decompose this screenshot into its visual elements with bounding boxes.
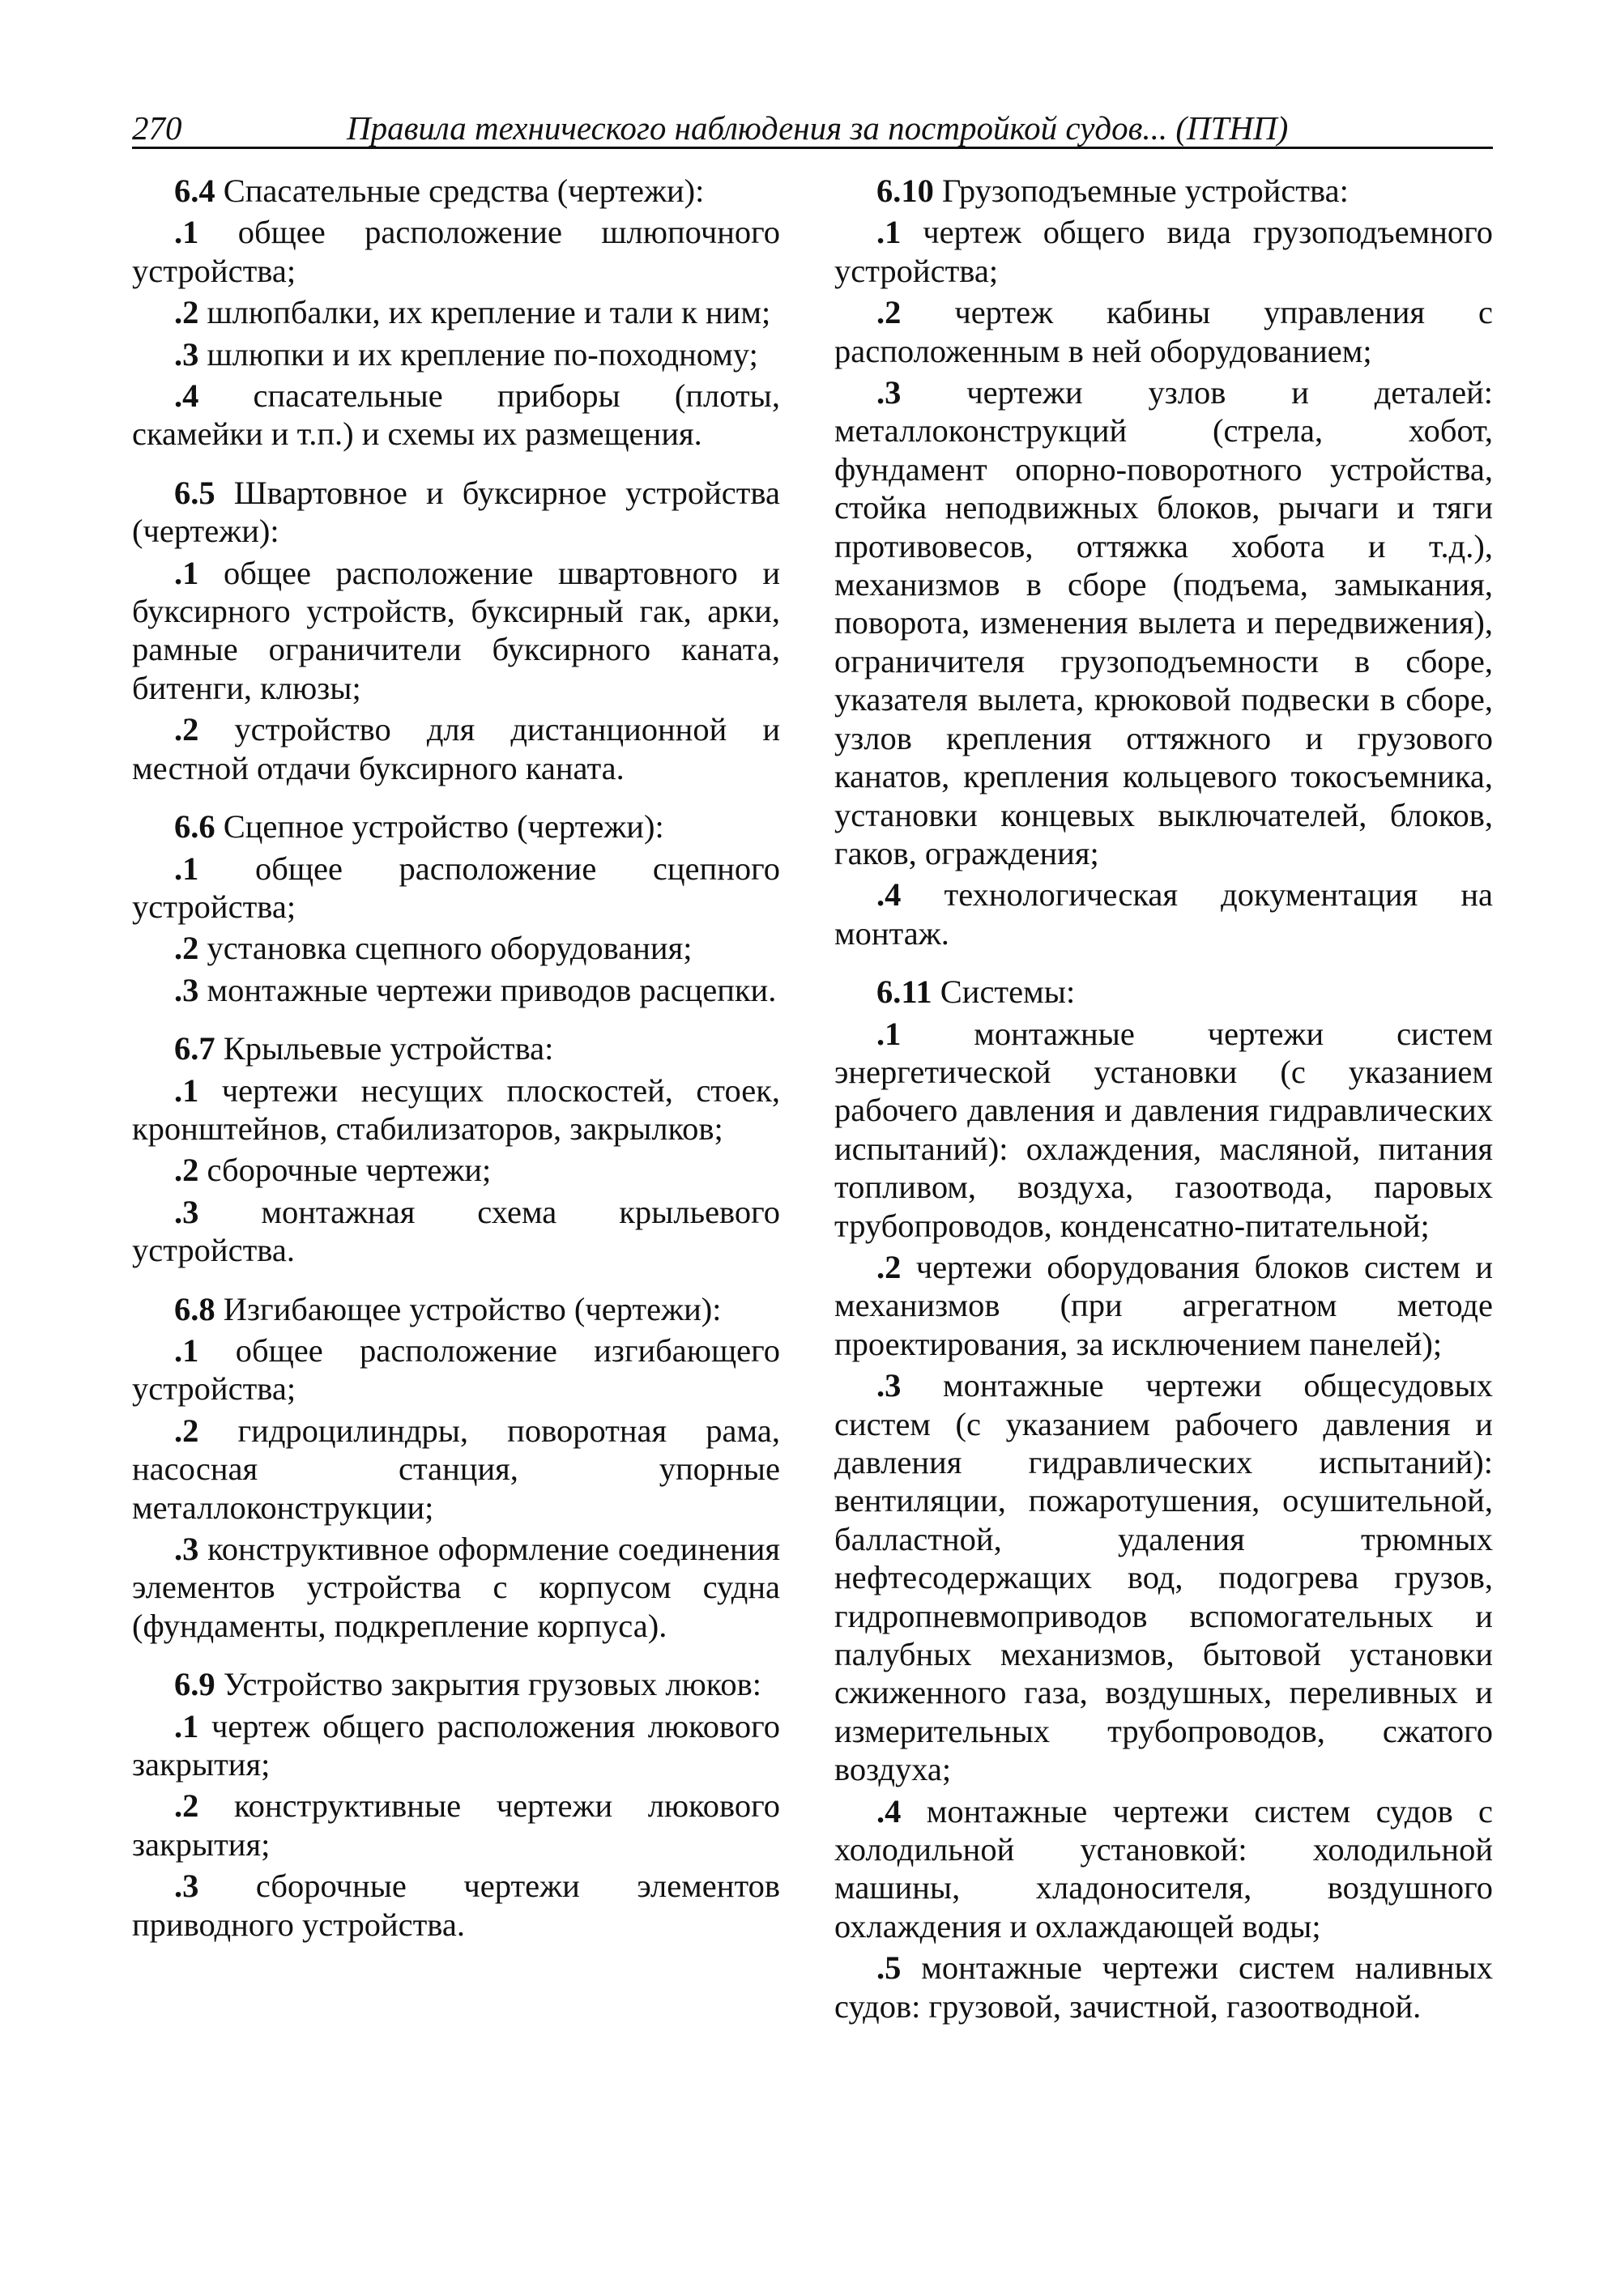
section-6-7 xyxy=(132,1029,780,1269)
list-item xyxy=(834,875,1493,952)
item-text: конструктивное оформление соединения элементов устройства с корпусом судна (фундаменты, подкрепление корпуса). xyxy=(132,1531,780,1644)
item-number: .5 xyxy=(876,1949,902,1987)
item-number: .3 xyxy=(174,1531,199,1567)
section-heading xyxy=(834,172,1493,210)
section-number: 6.9 xyxy=(174,1666,215,1703)
item-number: .3 xyxy=(174,335,199,373)
list-item xyxy=(132,1412,780,1527)
section-heading xyxy=(834,973,1493,1011)
item-number: .2 xyxy=(174,711,199,748)
item-number: .2 xyxy=(174,1412,199,1449)
item-number: .4 xyxy=(174,377,199,415)
list-item xyxy=(834,293,1493,370)
section-6-4 xyxy=(132,172,780,454)
section-title: Сцепное устройство (чертежи): xyxy=(215,808,664,846)
item-text: чертеж общего вида грузоподъемного устройства; xyxy=(834,214,1493,289)
section-heading xyxy=(132,1290,780,1328)
running-title: Правила технического наблюдения за постройкой судов... (ПТНП) xyxy=(347,109,1289,147)
item-number: .1 xyxy=(876,1015,902,1052)
item-number: .2 xyxy=(174,930,199,967)
item-text: общее расположение изгибающего устройства; xyxy=(132,1331,780,1408)
list-item xyxy=(834,1015,1493,1245)
page-number: 270 xyxy=(132,109,182,147)
left-column xyxy=(132,172,780,1964)
list-item xyxy=(132,971,780,1009)
item-text: монтажные чертежи систем энергетической установки (с указанием рабочего давления и давления гидравлических испытаний): охлаждения, масляной, питания топливом, воздуха, газоотвода, паровых трубопроводов, конденсатно-питательной; xyxy=(834,1015,1493,1244)
section-6-5 xyxy=(132,474,780,787)
item-text: общее расположение шлюпочного устройства; xyxy=(132,214,780,289)
item-text: гидроцилиндры, поворотная рама, насосная станция, упорные металлоконструкции; xyxy=(132,1412,780,1526)
list-item xyxy=(834,1792,1493,1946)
item-number: .3 xyxy=(876,1367,902,1404)
item-text: спасательные приборы (плоты, скамейки и т.п.) и схемы их размещения. xyxy=(132,377,780,453)
list-item xyxy=(834,213,1493,290)
list-item xyxy=(132,1331,780,1408)
item-number: .4 xyxy=(876,1792,902,1830)
section-number: 6.11 xyxy=(876,973,932,1011)
item-text: конструктивные чертежи люкового закрытия; xyxy=(132,1787,780,1863)
section-6-11 xyxy=(834,973,1493,2026)
list-item xyxy=(834,1248,1493,1363)
item-number: .2 xyxy=(174,294,199,331)
item-text: чертеж общего расположения люкового закрытия; xyxy=(132,1707,780,1783)
section-number: 6.7 xyxy=(174,1030,215,1067)
list-item xyxy=(132,929,780,967)
item-number: .4 xyxy=(876,876,902,914)
item-text: шлюпки и их крепление по-походному; xyxy=(198,335,758,373)
item-text: шлюпбалки, их крепление и тали к ним; xyxy=(198,294,771,331)
section-number: 6.5 xyxy=(174,474,215,511)
item-number: .3 xyxy=(174,1868,199,1905)
section-title: Системы: xyxy=(932,973,1076,1011)
section-title: Крыльевые устройства: xyxy=(215,1030,554,1067)
header-rule xyxy=(132,147,1493,149)
section-title: Изгибающее устройство (чертежи): xyxy=(215,1290,722,1327)
section-title: Грузоподъемные устройства: xyxy=(933,173,1349,209)
section-number: 6.6 xyxy=(174,808,215,846)
item-text: общее расположение сцепного устройства; xyxy=(132,850,780,925)
item-text: чертежи узлов и деталей: металлоконструкций (стрела, хобот, фундамент опорно-поворотного устройства, стойка неподвижных блоков, рычаги и тяги противовесов, оттяжка хобота и т.д.), механизмов в сборе (подъема, замыкания, поворота, изменения вылета и передвижения), ограничителя грузоподъемности в сборе, указателя вылета, крюковой подвески в сборе, узлов крепления оттяжного и грузового канатов, крепления кольцевого токосъемника, установки концевых выключателей, блоков, гаков, ограждения; xyxy=(834,374,1493,871)
section-number: 6.4 xyxy=(174,173,215,209)
list-item xyxy=(132,377,780,454)
item-text: монтажные чертежи систем наливных судов: грузовой, зачистной, газоотводной. xyxy=(834,1949,1493,2025)
item-text: монтажная схема крыльевого устройства. xyxy=(132,1193,780,1269)
list-item xyxy=(132,335,780,373)
item-number: .2 xyxy=(876,1248,902,1285)
item-text: устройство для дистанционной и местной отдачи буксирного каната. xyxy=(132,711,780,786)
item-number: .3 xyxy=(174,1193,199,1230)
item-text: чертежи несущих плоскостей, стоек, кронштейнов, стабилизаторов, закрылков; xyxy=(132,1071,780,1147)
list-item xyxy=(132,213,780,290)
item-text: установка сцепного оборудования; xyxy=(198,930,693,967)
item-text: сборочные чертежи; xyxy=(198,1152,492,1189)
section-6-8 xyxy=(132,1290,780,1646)
page-header xyxy=(132,104,1493,152)
list-item xyxy=(834,1949,1493,2026)
item-text: монтажные чертежи общесудовых систем (с указанием рабочего давления и давления гидравлических испытаний): вентиляции, пожаротушения, осушительной, балластной, удаления трюмных нефтесодержащих вод, подогрева грузов, гидропневмоприводов вспомогательных и палубных механизмов, бытовой установки сжиженного газа, воздушных, переливных и измерительных трубопроводов, сжатого воздуха; xyxy=(834,1367,1493,1788)
item-text: общее расположение швартовного и буксирного устройств, буксирный гак, арки, рамные ограничители буксирного каната, битенги, клюзы; xyxy=(132,554,780,706)
item-number: .2 xyxy=(174,1787,199,1825)
list-item xyxy=(132,1193,780,1270)
list-item xyxy=(132,1530,780,1645)
section-6-6 xyxy=(132,807,780,1009)
list-item xyxy=(132,710,780,787)
section-heading xyxy=(132,1029,780,1067)
list-item xyxy=(132,1151,780,1189)
list-item xyxy=(834,373,1493,872)
section-6-9 xyxy=(132,1665,780,1944)
item-number: .1 xyxy=(174,1071,199,1109)
list-item xyxy=(132,1867,780,1944)
item-number: .3 xyxy=(174,971,199,1008)
item-text: технологическая документация на монтаж. xyxy=(834,876,1493,952)
item-text: монтажные чертежи приводов расцепки. xyxy=(198,971,777,1008)
item-number: .3 xyxy=(876,374,902,411)
list-item xyxy=(132,850,780,926)
section-number: 6.10 xyxy=(876,173,934,209)
item-number: .1 xyxy=(174,1707,199,1744)
section-heading xyxy=(132,474,780,551)
list-item xyxy=(132,1707,780,1784)
section-heading xyxy=(132,172,780,210)
item-number: .1 xyxy=(174,214,199,251)
item-number: .2 xyxy=(174,1152,199,1189)
item-text: чертеж кабины управления с расположенным в ней оборудованием; xyxy=(834,294,1493,369)
item-text: монтажные чертежи систем судов с холодильной установкой: холодильной машины, хладоносителя, воздушного охлаждения и охлаждающей воды; xyxy=(834,1792,1493,1945)
section-title: Швартовное и буксирное устройства (чертежи): xyxy=(132,474,780,550)
right-column xyxy=(834,172,1493,2046)
item-text: сборочные чертежи элементов приводного устройства. xyxy=(132,1868,780,1943)
item-number: .1 xyxy=(174,850,199,887)
list-item xyxy=(132,1787,780,1864)
item-number: .1 xyxy=(174,554,199,591)
section-number: 6.8 xyxy=(174,1290,215,1327)
section-title: Устройство закрытия грузовых люков: xyxy=(215,1666,762,1703)
list-item xyxy=(132,1071,780,1148)
section-title: Спасательные средства (чертежи): xyxy=(215,173,705,209)
list-item xyxy=(132,293,780,331)
item-number: .1 xyxy=(876,214,902,251)
list-item xyxy=(132,554,780,708)
section-heading xyxy=(132,807,780,846)
section-6-10 xyxy=(834,172,1493,952)
section-heading xyxy=(132,1665,780,1703)
item-text: чертежи оборудования блоков систем и механизмов (при агрегатном методе проектирования, за исключением панелей); xyxy=(834,1248,1493,1362)
item-number: .2 xyxy=(876,294,902,331)
list-item xyxy=(834,1366,1493,1788)
item-number: .1 xyxy=(174,1331,199,1369)
